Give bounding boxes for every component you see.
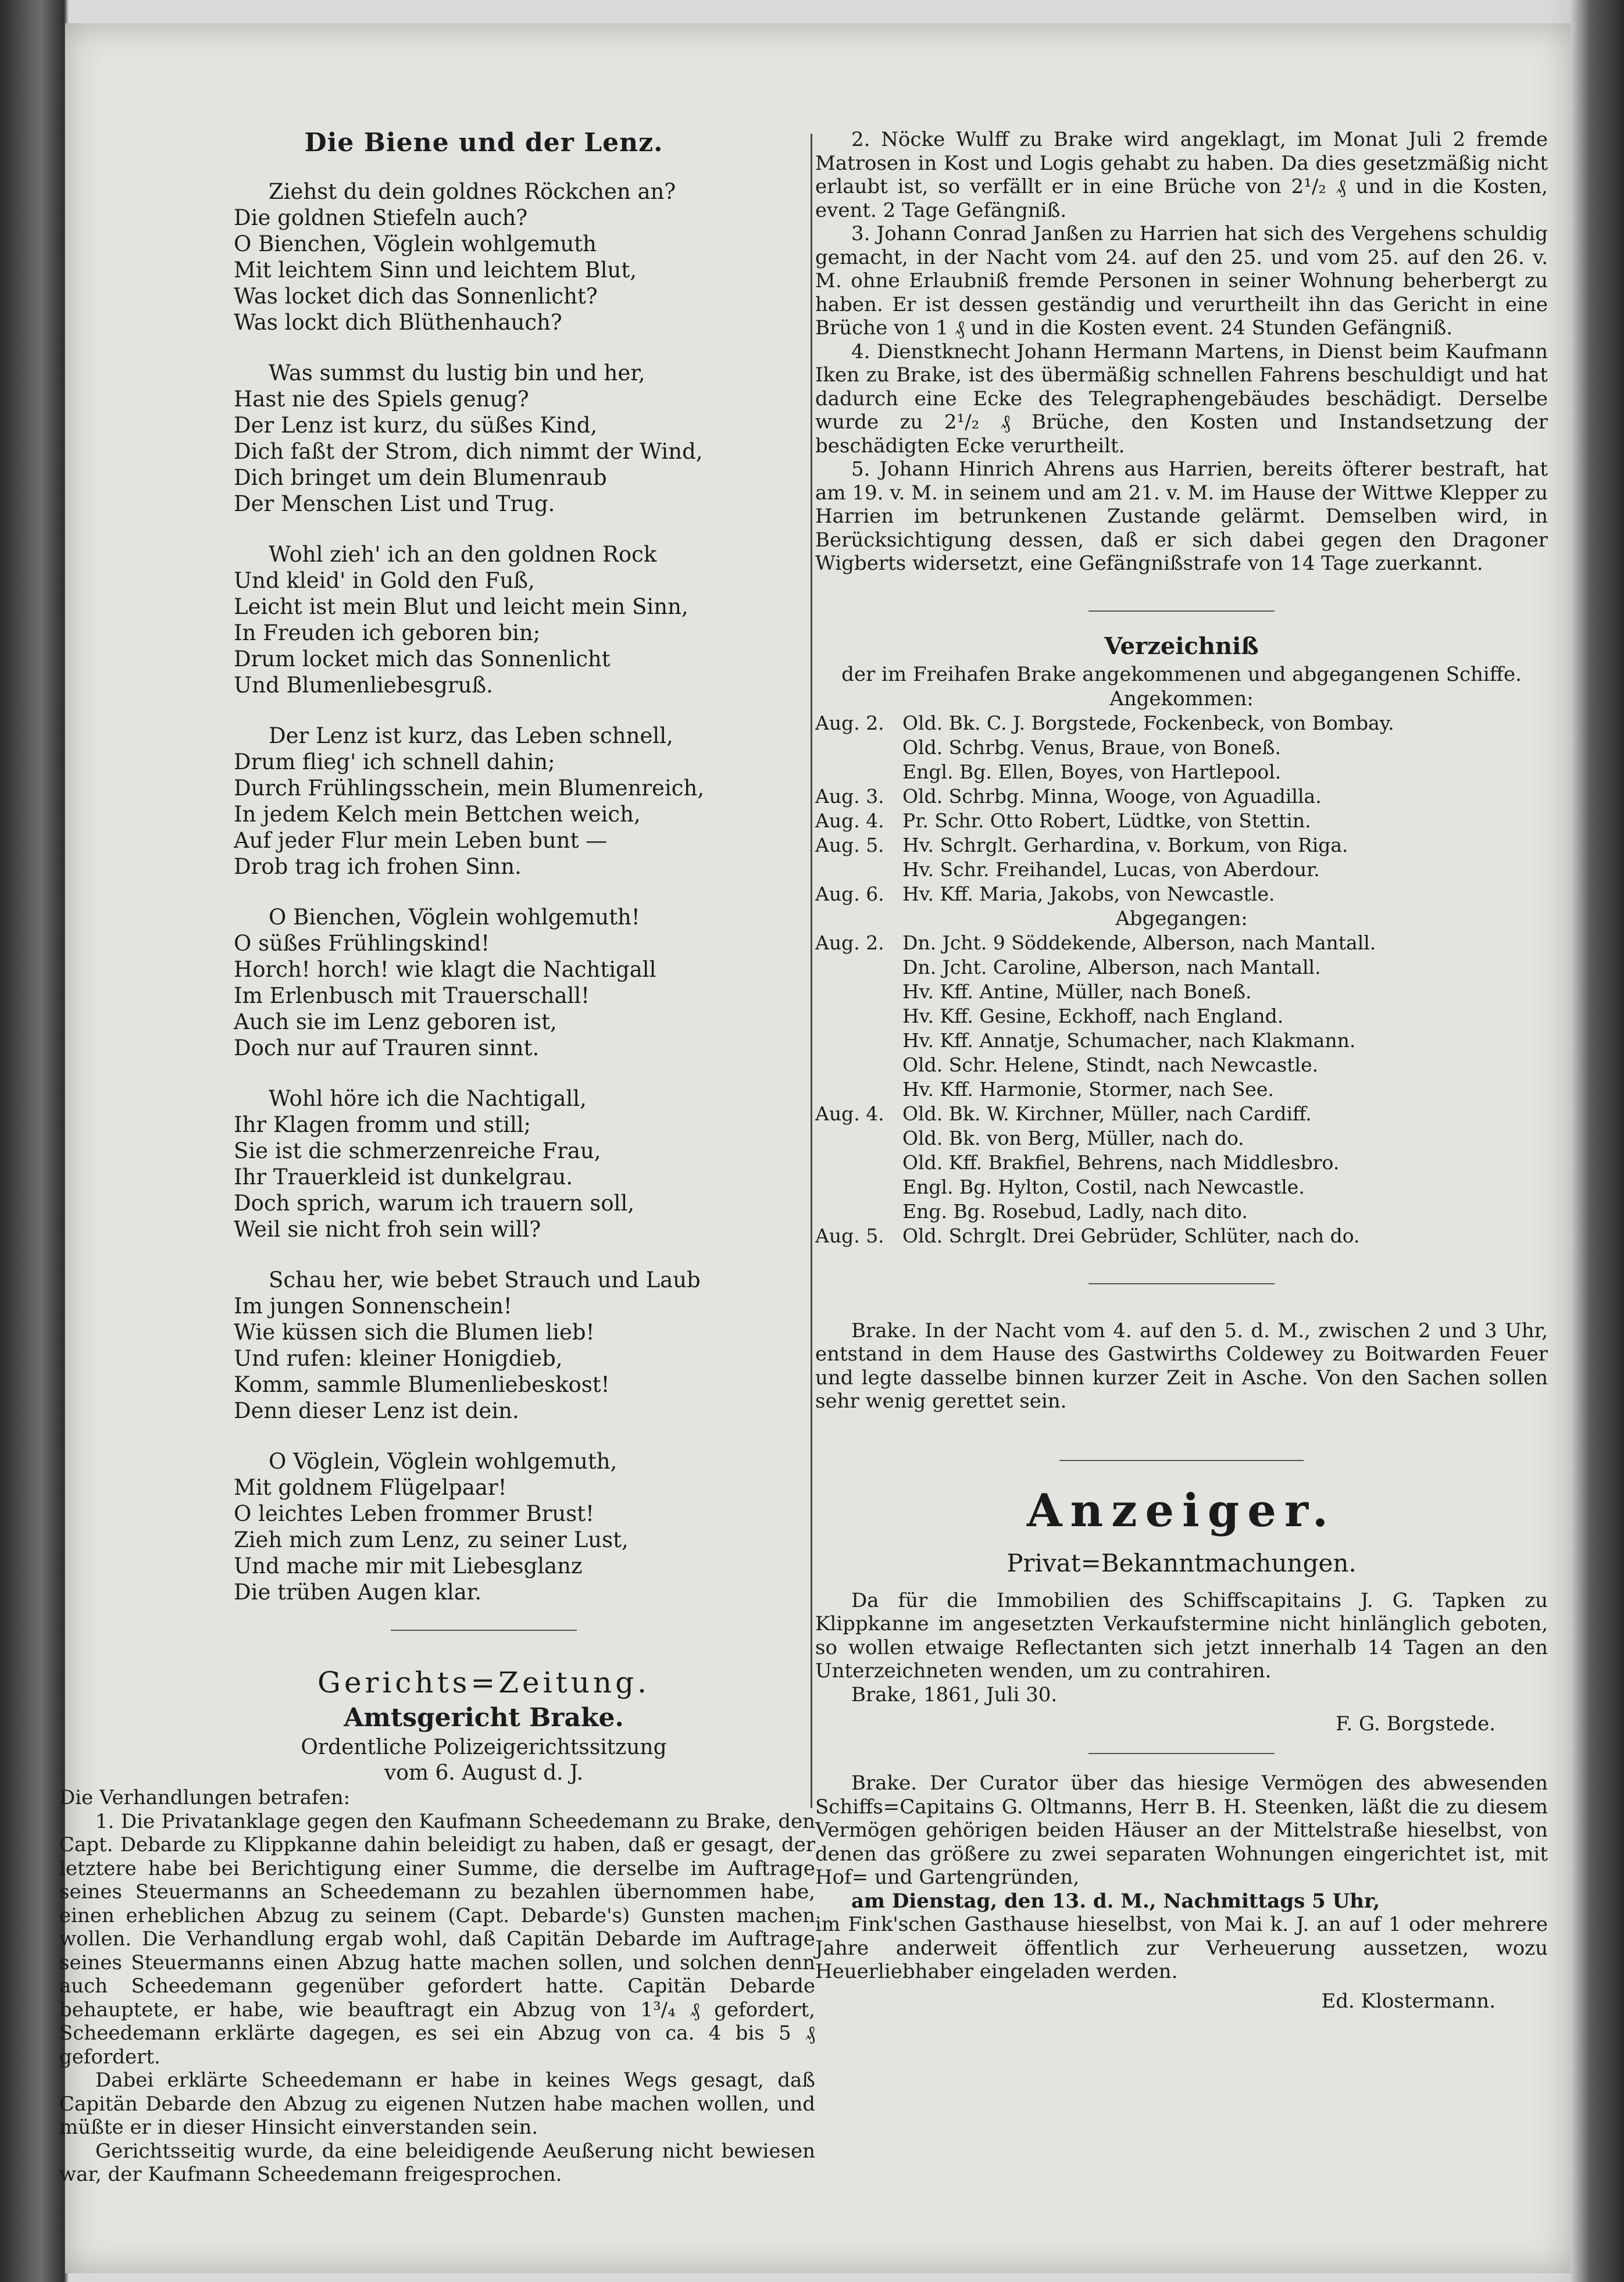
poem-line: Auf jeder Flur mein Leben bunt — xyxy=(234,828,608,853)
ship-description: Old. Schr. Helene, Stindt, nach Newcastle. xyxy=(902,1053,1319,1076)
ship-entry xyxy=(815,809,1548,833)
court-case-1-verdict: Gerichtsseitig wurde, da eine beleidigende Aeußerung nicht bewiesen war, der Kaufmann Scheedemann freigesprochen. xyxy=(59,2139,815,2186)
ads-title: Anzeiger. xyxy=(1026,1484,1337,1537)
ship-date xyxy=(815,760,902,784)
ship-entry xyxy=(815,1224,1548,1248)
poem-line: Horch! horch! wie klagt die Nachtigall xyxy=(234,957,656,982)
poem-line: Was summst du lustig bin und her, xyxy=(269,360,645,385)
poem-line: Ihr Trauerkleid ist dunkelgrau. xyxy=(234,1165,573,1190)
ship-description: Hv. Kff. Gesine, Eckhoff, nach England. xyxy=(902,1004,1284,1027)
ship-date xyxy=(815,1151,902,1175)
ship-entry xyxy=(815,784,1548,809)
ship-description: Old. Schrbg. Minna, Wooge, von Aguadilla. xyxy=(902,784,1322,808)
ship-list-subtitle: der im Freihafen Brake angekommenen und abgegangenen Schiffe. xyxy=(841,662,1522,686)
poem-line: In jedem Kelch mein Bettchen weich, xyxy=(234,802,641,827)
court-proceedings xyxy=(59,1786,815,2187)
poem-line: Leicht ist mein Blut und leicht mein Sinn, xyxy=(234,594,688,619)
poem-line: Der Lenz ist kurz, das Leben schnell, xyxy=(269,723,673,748)
ship-entry xyxy=(815,833,1548,858)
ship-description: Dn. Jcht. 9 Söddekende, Alberson, nach Mantall. xyxy=(902,931,1376,954)
poem-line: Doch sprich, warum ich trauern soll, xyxy=(234,1191,635,1216)
ship-entry xyxy=(815,1028,1548,1053)
ship-date xyxy=(815,1004,902,1028)
poem-line: Durch Frühlingsschein, mein Blumenreich, xyxy=(234,776,705,801)
ship-entry xyxy=(815,980,1548,1004)
poem-stanza xyxy=(152,178,815,335)
poem-line: Dich bringet um dein Blumenraub xyxy=(234,465,607,490)
ad-2-date-line: am Dienstag, den 13. d. M., Nachmittags 5 Uhr, xyxy=(851,1889,1380,1913)
poem-line: In Freuden ich geboren bin; xyxy=(234,620,541,645)
ship-entry xyxy=(815,931,1548,955)
ship-date xyxy=(815,735,902,760)
poem-line: Was locket dich das Sonnenlicht? xyxy=(234,284,598,309)
section-divider xyxy=(391,1630,577,1631)
ship-description: Hv. Schrglt. Gerhardina, v. Borkum, von Riga. xyxy=(902,833,1348,856)
poem-line: Drum flieg' ich schnell dahin; xyxy=(234,749,555,774)
ads-subtitle: Privat=Bekanntmachungen. xyxy=(1006,1548,1357,1577)
ship-entry xyxy=(815,711,1548,735)
court-case-1: 1. Die Privatanklage gegen den Kaufmann Scheedemann zu Brake, den Capt. Debarde zu Klippkanne dahin beleidigt zu haben, daß er gesagt, der letztere habe bei Berichtigung einer Summe, die derselbe im Auftrage seines Steuermanns an Scheedemann zu bezahlen übernommen habe, einen erheblichen Abzug zu seinem (Capt. Debarde's) Gunsten machen wollen. Die Verhandlung ergab wohl, daß Capitän Debarde im Auftrage seines Steuermanns einen Abzug hatte machen sollen, und solchen denn auch Scheedemann gegenüber gefordert hatte. Capitän Debarde behauptete, er habe, wie beauftragt ein Abzug von 1³/₄ ₰ gefordert, Scheedemann erklärte dagegen, es sei ein Abzug von ca. 4 bis 5 ₰ gefordert. xyxy=(59,1809,815,2069)
poem-stanza xyxy=(152,723,815,880)
poem-line: O Bienchen, Vöglein wohlgemuth xyxy=(234,231,597,256)
ship-description: Hv. Schr. Freihandel, Lucas, von Aberdour. xyxy=(902,858,1320,881)
poem-line: Drob trag ich frohen Sinn. xyxy=(234,854,522,879)
section-divider xyxy=(1059,1460,1304,1461)
ad-2-signature: Ed. Klostermann. xyxy=(1321,1989,1495,2013)
ship-date: Aug. 5. xyxy=(815,833,884,856)
ship-date xyxy=(815,1053,902,1077)
poem-stanza xyxy=(152,1448,815,1605)
poem-line: Drum locket mich das Sonnenlicht xyxy=(234,647,611,672)
ship-entry xyxy=(815,858,1548,882)
poem-line: Wohl höre ich die Nachtigall, xyxy=(269,1086,587,1111)
poem-line: O Bienchen, Vöglein wohlgemuth! xyxy=(269,905,640,930)
poem-line: O Vöglein, Vöglein wohlgemuth, xyxy=(269,1449,618,1474)
ship-entry xyxy=(815,1102,1548,1126)
ship-date: Aug. 5. xyxy=(815,1224,884,1247)
ship-description: Engl. Bg. Ellen, Boyes, von Hartlepool. xyxy=(902,760,1282,783)
poem-line: Der Menschen List und Trug. xyxy=(234,491,555,516)
ship-entry xyxy=(815,1151,1548,1175)
poem-body xyxy=(152,178,815,1605)
ad-1-date: Brake, 1861, Juli 30. xyxy=(851,1683,1058,1706)
court-case-2: 2. Nöcke Wulff zu Brake wird angeklagt, im Monat Juli 2 fremde Matrosen in Kost und Logis gehabt zu haben. Da dies gesetzmäßig nicht erlaubt ist, so verfällt er in eine Brüche von 2¹/₂ ₰ und in die Kosten, event. 2 Tage Gefängniß. xyxy=(815,128,1548,222)
ship-list-title: Verzeichniß xyxy=(1104,632,1259,660)
right-column xyxy=(815,128,1548,2030)
court-session: Ordentliche Polizeigerichtssitzung xyxy=(301,1735,667,1759)
ad-1-signature: F. G. Borgstede. xyxy=(1336,1712,1495,1735)
court-case-4: 4. Dienstknecht Johann Hermann Martens, in Dienst beim Kaufmann Iken zu Brake, ist des übermäßig schnellen Fahrens beschuldigt und hat dadurch eine Ecke des Telegraphengebäudes beschädigt. Derselbe wurde zu 2¹/₂ ₰ Brüche, den Kosten und Instandsetzung der beschädigten Ecke verurtheilt. xyxy=(815,340,1548,458)
court-case-3: 3. Johann Conrad Janßen zu Harrien hat sich des Vergehens schuldig gemacht, in der Nacht vom 24. auf den 25. und vom 25. auf den 26. v. M. ohne Erlaubniß fremde Personen in seiner Wohnung beherbergt zu haben. Er ist dessen geständig und verurtheilt ihn das Gericht in eine Brüche von 1 ₰ und in die Kosten event. 24 Stunden Gefängniß. xyxy=(815,222,1548,340)
poem-line: Und mache mir mit Liebesglanz xyxy=(234,1554,583,1579)
ad-1-text: Da für die Immobilien des Schiffscapitains J. G. Tapken zu Klippkanne im angesetzten Verkaufstermine nicht hinlänglich geboten, so wollen etwaige Reflectanten sich jetzt innerhalb 14 Tagen an den Unterzeichneten wenden, um zu contrahiren. xyxy=(815,1588,1548,1683)
ship-entry xyxy=(815,1199,1548,1224)
ship-date: Aug. 3. xyxy=(815,784,884,808)
arrived-ship-list xyxy=(815,711,1548,906)
poem-line: Komm, sammle Blumenliebeskost! xyxy=(234,1372,610,1397)
poem-line: Doch nur auf Trauren sinnt. xyxy=(234,1035,540,1060)
ship-entry xyxy=(815,1053,1548,1077)
poem-line: O süßes Frühlingskind! xyxy=(234,931,490,956)
ship-date: Aug. 6. xyxy=(815,882,884,905)
poem-line: Ihr Klagen fromm und still; xyxy=(234,1112,531,1137)
ship-entry xyxy=(815,1004,1548,1028)
court-name: Amtsgericht Brake. xyxy=(344,1703,624,1733)
ship-date xyxy=(815,1028,902,1053)
ship-description: Hv. Kff. Annatje, Schumacher, nach Klakmann. xyxy=(902,1028,1356,1052)
arrived-heading: Angekommen: xyxy=(1109,687,1254,710)
court-date: vom 6. August d. J. xyxy=(384,1761,584,1785)
section-divider xyxy=(1088,610,1275,612)
left-column xyxy=(59,128,815,2187)
poem-line: Was lockt dich Blüthenhauch? xyxy=(234,310,562,335)
poem-line: Denn dieser Lenz ist dein. xyxy=(234,1398,519,1423)
ship-description: Old. Bk. von Berg, Müller, nach do. xyxy=(902,1126,1244,1149)
poem-line: Der Lenz ist kurz, du süßes Kind, xyxy=(234,413,598,438)
departed-heading: Abgegangen: xyxy=(1115,906,1248,930)
ship-date xyxy=(815,980,902,1004)
poem-line: Mit goldnem Flügelpaar! xyxy=(234,1475,507,1500)
ship-entry xyxy=(815,1126,1548,1151)
ad-2-text-cont: im Fink'schen Gasthause hieselbst, von Mai k. J. an auf 1 oder mehrere Jahre anderweit öffentlich zur Verheuerung aussetzen, wozu Heuerliebhaber eingeladen werden. xyxy=(815,1913,1548,1983)
ship-date: Aug. 4. xyxy=(815,809,884,832)
ship-entry xyxy=(815,955,1548,980)
court-intro: Die Verhandlungen betrafen: xyxy=(59,1786,351,1809)
departed-ship-list xyxy=(815,931,1548,1248)
poem-line: Im jungen Sonnenschein! xyxy=(234,1294,512,1319)
poem-line: Ziehst du dein goldnes Röckchen an? xyxy=(269,179,676,204)
poem-line: Die trüben Augen klar. xyxy=(234,1580,482,1605)
poem-stanza xyxy=(152,1267,815,1424)
ship-date: Aug. 4. xyxy=(815,1102,884,1125)
ship-description: Old. Bk. W. Kirchner, Müller, nach Cardiff. xyxy=(902,1102,1312,1125)
ship-date xyxy=(815,858,902,882)
poem-stanza xyxy=(152,904,815,1061)
poem-stanza xyxy=(152,1085,815,1242)
court-case-5: 5. Johann Hinrich Ahrens aus Harrien, bereits öfterer bestraft, hat am 19. v. M. in seinem und am 21. v. M. im Hause der Wittwe Klepper zu Harrien im betrunkenen Zustande gelärmt. Demselben wird, in Berücksichtigung dessen, daß er sich dabei gegen den Dragoner Wigberts widersetzt, eine Gefängnißstrafe von 14 Tage zuerkannt. xyxy=(815,458,1548,575)
ship-description: Old. Bk. C. J. Borgstede, Fockenbeck, von Bombay. xyxy=(902,711,1394,734)
ad-2-text: Brake. Der Curator über das hiesige Vermögen des abwesenden Schiffs=Capitains G. Oltmanns, Herr B. H. Steenken, läßt die zu diesem Vermögen gehörigen beiden Häuser an der Mittelstraße hieselbst, von denen das größere zu zwei separaten Wohnungen eingerichtet ist, mit Hof= und Gartengründen, xyxy=(815,1772,1548,1889)
ship-description: Old. Schrbg. Venus, Braue, von Boneß. xyxy=(902,735,1281,759)
poem-line: Sie ist die schmerzenreiche Frau, xyxy=(234,1138,601,1163)
poem-line: Wie küssen sich die Blumen lieb! xyxy=(234,1320,595,1345)
poem-line: Dich faßt der Strom, dich nimmt der Wind, xyxy=(234,439,703,464)
ship-description: Hv. Kff. Maria, Jakobs, von Newcastle. xyxy=(902,882,1275,905)
ship-date xyxy=(815,1077,902,1102)
ship-description: Hv. Kff. Antine, Müller, nach Boneß. xyxy=(902,980,1252,1003)
ship-description: Engl. Bg. Hylton, Costil, nach Newcastle. xyxy=(902,1175,1305,1198)
ship-description: Hv. Kff. Harmonie, Stormer, nach See. xyxy=(902,1077,1274,1101)
ship-description: Pr. Schr. Otto Robert, Lüdtke, von Stettin. xyxy=(902,809,1311,832)
poem-line: Auch sie im Lenz geboren ist, xyxy=(234,1009,557,1034)
poem-line: Mit leichtem Sinn und leichtem Blut, xyxy=(234,258,637,283)
poem-stanza xyxy=(152,541,815,698)
ship-entry xyxy=(815,760,1548,784)
ship-date xyxy=(815,1199,902,1224)
poem-line: Hast nie des Spiels genug? xyxy=(234,387,529,412)
fire-notice: Brake. In der Nacht vom 4. auf den 5. d. M., zwischen 2 und 3 Uhr, entstand in dem Hause des Gastwirths Coldewey zu Boitwarden Feuer und legte dasselbe binnen kurzer Zeit in Asche. Von den Sachen sollen sehr wenig gerettet sein. xyxy=(815,1319,1548,1413)
poem-line: Im Erlenbusch mit Trauerschall! xyxy=(234,983,590,1008)
ship-date xyxy=(815,955,902,980)
ship-description: Old. Kff. Brakfiel, Behrens, nach Middlesbro. xyxy=(902,1151,1340,1174)
poem-line: Weil sie nicht froh sein will? xyxy=(234,1217,541,1242)
ship-description: Dn. Jcht. Caroline, Alberson, nach Mantall. xyxy=(902,955,1321,978)
ship-description: Eng. Bg. Rosebud, Ladly, nach dito. xyxy=(902,1199,1248,1223)
ad-divider xyxy=(1088,1753,1275,1754)
section-divider xyxy=(1088,1283,1275,1284)
ship-entry xyxy=(815,882,1548,906)
poem-line: Und kleid' in Gold den Fuß, xyxy=(234,568,535,593)
poem-line: Und Blumenliebesgruß. xyxy=(234,673,493,698)
ship-date xyxy=(815,1175,902,1199)
newspaper-page xyxy=(59,23,1571,2273)
court-case-1-statement: Dabei erklärte Scheedemann er habe in keines Wegs gesagt, daß Capitän Debarde den Abzug zu eigenen Nutzen habe machen wollen, und müßte er in dieser Hinsicht einverstanden sein. xyxy=(59,2069,815,2139)
poem-line: O leichtes Leben frommer Brust! xyxy=(234,1501,594,1526)
poem-line: Die goldnen Stiefeln auch? xyxy=(234,205,528,230)
ship-date xyxy=(815,1126,902,1151)
poem-line: Schau her, wie bebet Strauch und Laub xyxy=(269,1267,701,1292)
ship-description: Old. Schrglt. Drei Gebrüder, Schlüter, nach do. xyxy=(902,1224,1360,1247)
poem-line: Zieh mich zum Lenz, zu seiner Lust, xyxy=(234,1527,629,1552)
ship-date: Aug. 2. xyxy=(815,931,884,954)
court-section-title: Gerichts=Zeitung. xyxy=(317,1666,650,1699)
poem-line: Und rufen: kleiner Honigdieb, xyxy=(234,1346,563,1371)
ship-entry xyxy=(815,735,1548,760)
poem-line: Wohl zieh' ich an den goldnen Rock xyxy=(269,542,657,567)
poem-stanza xyxy=(152,360,815,517)
ship-entry xyxy=(815,1175,1548,1199)
ship-date: Aug. 2. xyxy=(815,711,884,734)
poem-title: Die Biene und der Lenz. xyxy=(304,128,663,158)
ship-entry xyxy=(815,1077,1548,1102)
